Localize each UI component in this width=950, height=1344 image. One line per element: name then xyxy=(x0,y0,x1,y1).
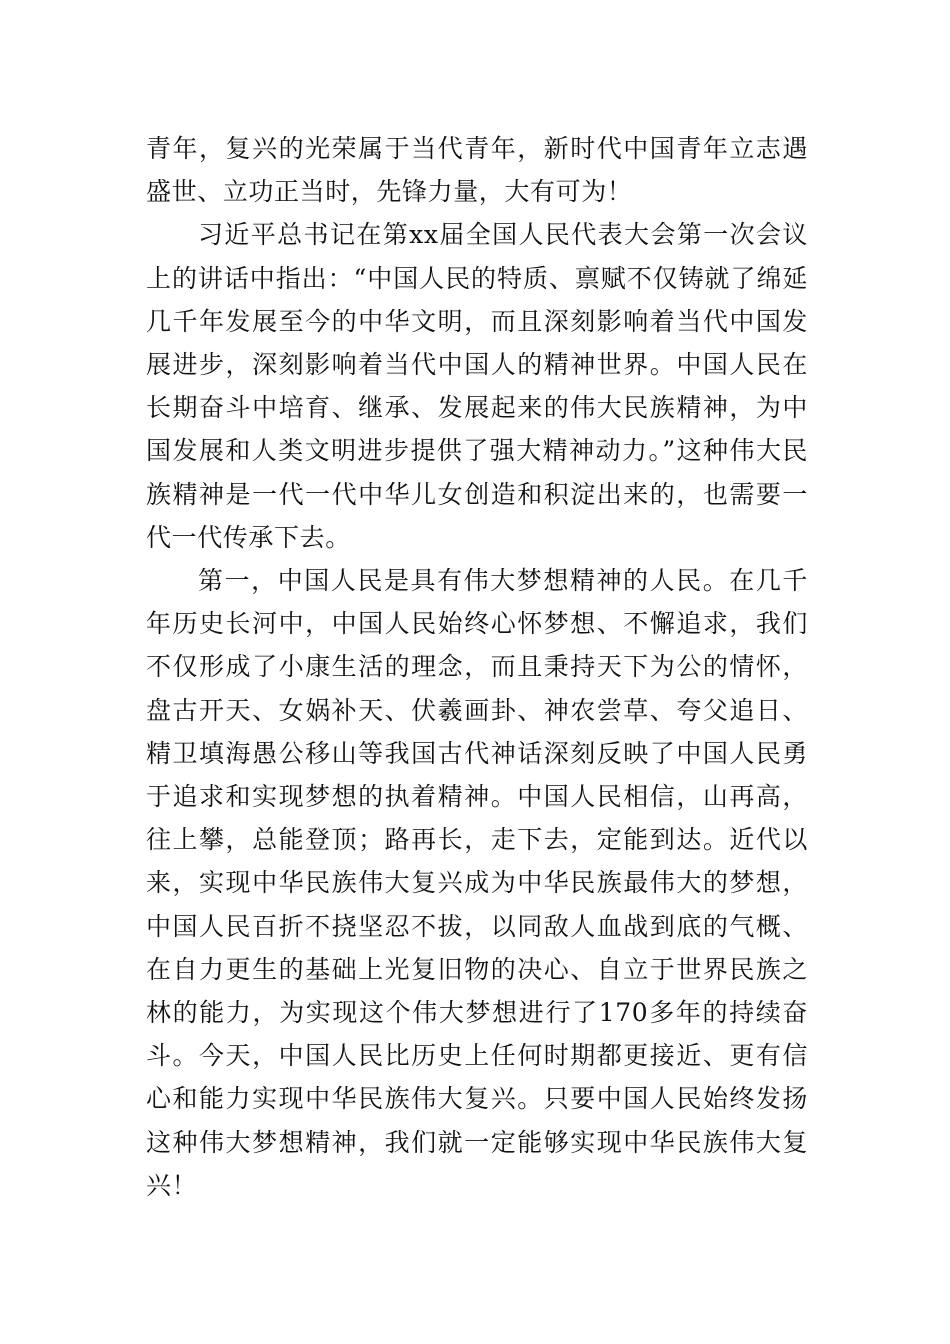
body-text xyxy=(146,127,808,1207)
paragraph-speech-quote: 习近平总书记在第xx届全国人民代表大会第一次会议上的讲话中指出：“中国人民的特质、禀赋不仅铸就了绵延几千年发展至今的中华文明，而且深刻影响着当代中国发展进步，深刻影响着当代中国人的精神世界。中国人民在长期奋斗中培育、继承、发展起来的伟大民族精神，为中国发展和人类文明进步提供了强大精神动力。”这种伟大民族精神是一代一代中华儿女创造和积淀出来的，也需要一代一代传承下去。 xyxy=(146,220,808,552)
paragraph-continuation: 青年，复兴的光荣属于当代青年，新时代中国青年立志遇盛世、立功正当时，先锋力量，大有可为！ xyxy=(146,134,808,207)
paragraph-great-dream-spirit: 第一，中国人民是具有伟大梦想精神的人民。在几千年历史长河中，中国人民始终心怀梦想、不懈追求，我们不仅形成了小康生活的理念，而且秉持天下为公的情怀，盘古开天、女娲补天、伏羲画卦、神农尝草、夸父追日、精卫填海愚公移山等我国古代神话深刻反映了中国人民勇于追求和实现梦想的执着精神。中国人民相信，山再高，往上攀，总能登顶；路再长，走下去，定能到达。近代以来，实现中华民族伟大复兴成为中华民族最伟大的梦想，中国人民百折不挠坚忍不拔，以同敌人血战到底的气概、在自力更生的基础上光复旧物的决心、自立于世界民族之林的能力，为实现这个伟大梦想进行了170多年的持续奋斗。今天，中国人民比历史上任何时期都更接近、更有信心和能力实现中华民族伟大复兴。只要中国人民始终发扬这种伟大梦想精神，我们就一定能够实现中华民族伟大复兴！ xyxy=(146,566,808,1200)
